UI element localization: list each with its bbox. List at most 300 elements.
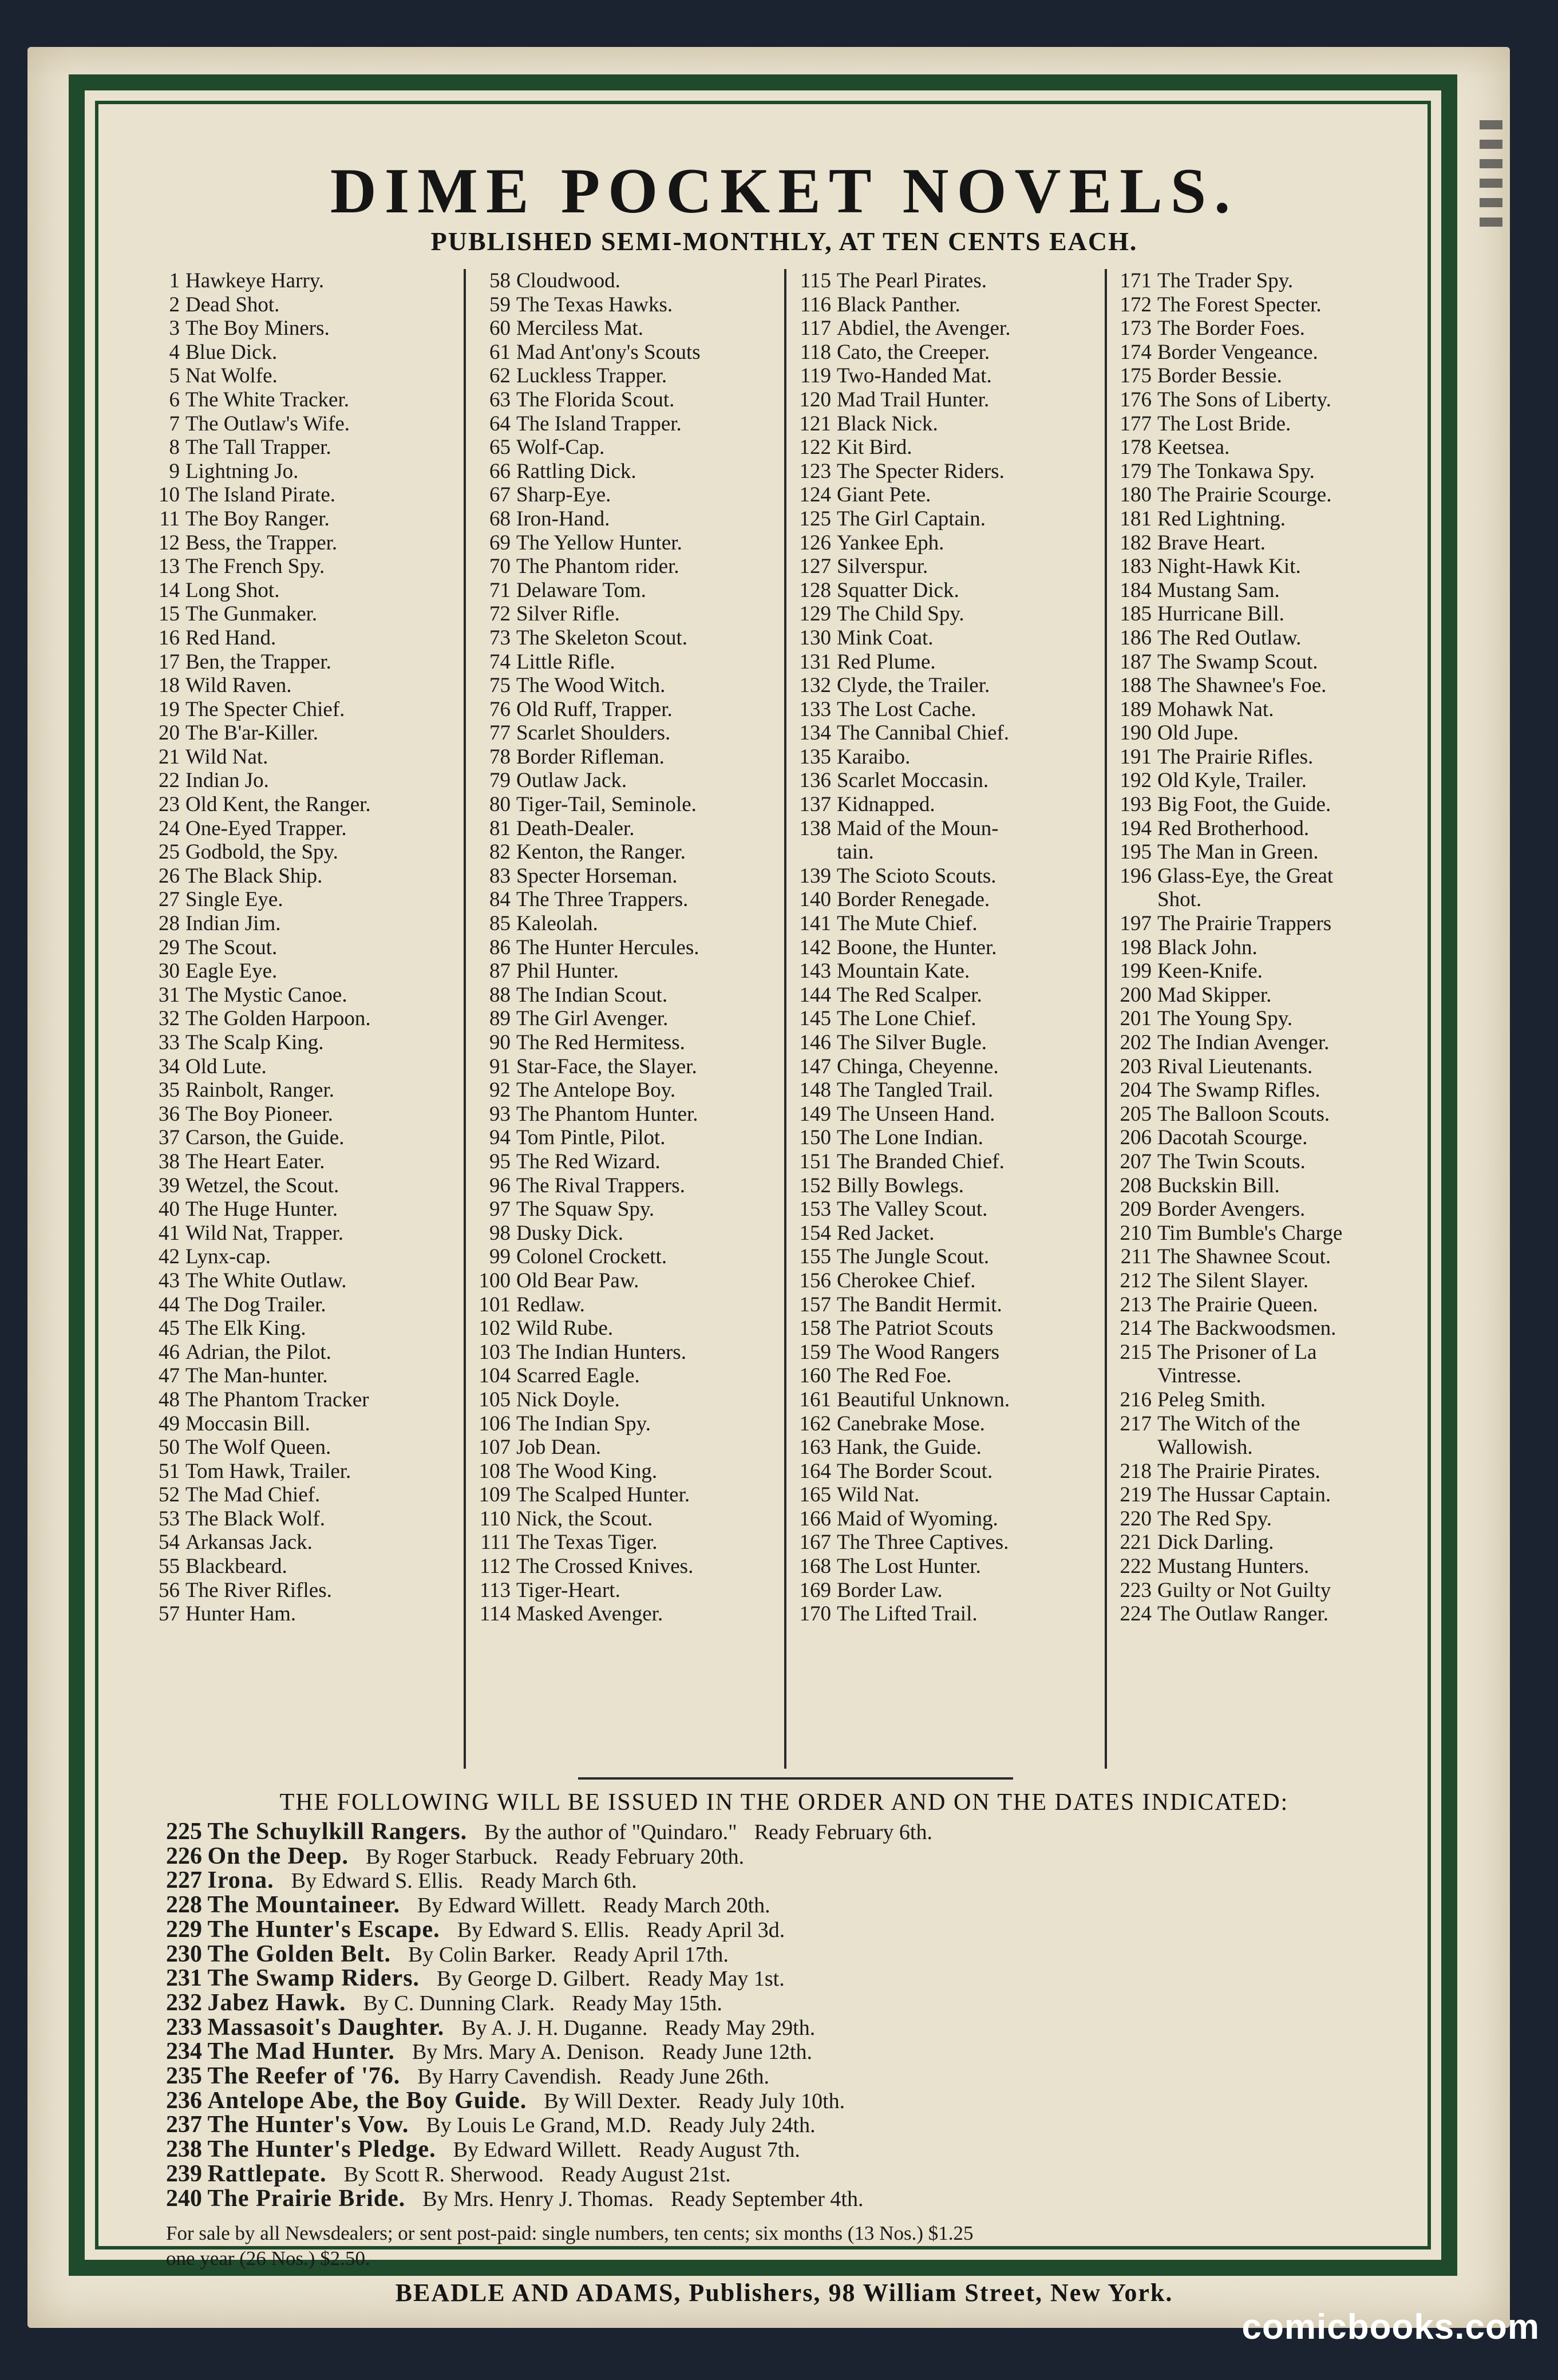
- novel-entry: [794, 1579, 1106, 1603]
- novel-title: The Hussar Captain.: [1157, 1483, 1331, 1507]
- novel-number: 180: [1120, 483, 1152, 507]
- novel-number: 196: [1120, 864, 1152, 888]
- publisher-line: BEADLE AND ADAMS, Publishers, 98 William Street, New York.: [395, 2279, 1173, 2307]
- novel-entry: [794, 1460, 1106, 1484]
- novel-number: 175: [1120, 364, 1152, 388]
- novel-number: 46: [159, 1340, 180, 1364]
- upcoming-ready-date: Ready May 29th.: [665, 2015, 816, 2040]
- novel-title: Big Foot, the Guide.: [1157, 793, 1331, 817]
- novel-entry: [143, 412, 455, 436]
- novel-number: 58: [489, 269, 511, 292]
- novel-title: The Tonkawa Spy.: [1157, 459, 1315, 483]
- novel-title: Long Shot.: [185, 578, 280, 602]
- upcoming-title: The Hunter's Vow.: [207, 2112, 409, 2138]
- novel-number: 86: [489, 935, 511, 959]
- novel-title: Guilty or Not Guilty: [1157, 1578, 1331, 1602]
- novel-title: Beautiful Unknown.: [837, 1387, 1010, 1412]
- novel-number: 183: [1120, 555, 1152, 579]
- upcoming-number: 229: [166, 1916, 202, 1943]
- novel-number: 201: [1120, 1007, 1152, 1031]
- novel-entry: [1115, 1341, 1427, 1365]
- upcoming-ready-date: Ready March 20th.: [603, 1893, 770, 1918]
- novel-entry: [794, 1150, 1106, 1174]
- novel-entry: [794, 1031, 1106, 1055]
- novel-entry: [143, 1269, 455, 1293]
- upcoming-title: The Swamp Riders.: [207, 1965, 420, 1992]
- upcoming-ready-date: Ready June 12th.: [662, 2040, 813, 2065]
- novel-number: 174: [1120, 340, 1152, 364]
- novel-title: The Witch of the: [1157, 1412, 1300, 1436]
- novel-entry: [794, 1245, 1106, 1269]
- novel-entry: [794, 388, 1106, 412]
- novel-number: 145: [799, 1007, 831, 1031]
- novel-entry: [474, 555, 786, 579]
- novel-title: The Mystic Canoe.: [185, 983, 347, 1007]
- upcoming-title: The Hunter's Pledge.: [207, 2136, 436, 2163]
- novel-entry: [474, 959, 786, 983]
- novel-number: 40: [159, 1197, 180, 1221]
- novel-title: The Prairie Rifles.: [1157, 745, 1314, 769]
- novel-entry: [794, 555, 1106, 579]
- novel-entry: [474, 1174, 786, 1198]
- novel-entry: [794, 793, 1106, 817]
- upcoming-title: Irona.: [207, 1867, 274, 1894]
- novel-number: 3: [169, 317, 180, 341]
- novel-number: 41: [159, 1221, 180, 1245]
- novel-title: Cloudwood.: [516, 269, 620, 292]
- novel-title: The Crossed Knives.: [516, 1555, 694, 1579]
- novel-title: The Border Foes.: [1157, 317, 1305, 341]
- novel-title: The Three Trappers.: [516, 888, 689, 912]
- novel-title: The Squaw Spy.: [516, 1197, 655, 1221]
- novel-entry: [474, 1007, 786, 1031]
- novel-entry: [794, 864, 1106, 888]
- novel-title: Mad Skipper.: [1157, 983, 1272, 1007]
- novel-number: 181: [1120, 507, 1152, 531]
- novel-number: 164: [799, 1459, 831, 1483]
- upcoming-entry: [166, 1918, 1414, 1943]
- novel-entry: [1115, 1031, 1427, 1055]
- novel-title: The Scout.: [185, 935, 278, 959]
- novel-number: 105: [479, 1387, 511, 1412]
- novel-entry: [474, 531, 786, 555]
- novel-entry: [794, 674, 1106, 698]
- upcoming-title: Rattlepate.: [207, 2160, 327, 2187]
- upcoming-number: 240: [166, 2185, 202, 2212]
- novel-number: 38: [159, 1149, 180, 1173]
- novel-title: The White Outlaw.: [185, 1268, 347, 1292]
- upcoming-entry: [166, 1820, 1414, 1845]
- novel-title: Phil Hunter.: [516, 959, 619, 983]
- novel-entry: [474, 983, 786, 1007]
- novel-entry: [474, 888, 786, 912]
- novel-entry: [474, 817, 786, 841]
- novel-title: Old Bear Paw.: [516, 1268, 639, 1292]
- novel-title: The Border Scout.: [837, 1459, 993, 1483]
- novel-number: 50: [159, 1436, 180, 1460]
- novel-title: Border Rifleman.: [516, 745, 665, 769]
- novel-number: 217: [1120, 1412, 1152, 1436]
- novel-number: 36: [159, 1102, 180, 1126]
- novel-number: 60: [489, 317, 511, 341]
- novel-entry: [1115, 1221, 1427, 1246]
- novel-entry: [474, 293, 786, 317]
- novel-title: Mad Ant'ony's Scouts: [516, 340, 701, 364]
- novel-title: Nick Doyle.: [516, 1387, 620, 1412]
- novel-entry: [143, 1055, 455, 1079]
- novel-number: 157: [799, 1292, 831, 1316]
- novel-entry: [1115, 531, 1427, 555]
- novel-title: The Island Trapper.: [516, 412, 682, 436]
- novel-number: 221: [1120, 1531, 1152, 1555]
- novel-entry: [474, 936, 786, 960]
- novel-title: Mountain Kate.: [837, 959, 970, 983]
- novel-title: The Indian Scout.: [516, 983, 668, 1007]
- upcoming-number: 235: [166, 2063, 202, 2090]
- novel-entry: [474, 1483, 786, 1507]
- novel-title: The Pearl Pirates.: [837, 269, 987, 292]
- novel-title: Nat Wolfe.: [185, 364, 278, 388]
- novel-title: The Valley Scout.: [837, 1197, 988, 1221]
- novel-number: 209: [1120, 1197, 1152, 1221]
- novel-number: 113: [479, 1578, 511, 1602]
- novel-number: 42: [159, 1245, 180, 1269]
- novel-number: 182: [1120, 531, 1152, 555]
- upcoming-title: The Schuylkill Rangers.: [207, 1818, 468, 1845]
- novel-entry: [1115, 1531, 1427, 1555]
- novel-title: The Black Ship.: [185, 864, 323, 888]
- novel-number: 160: [799, 1364, 831, 1388]
- novel-number: 59: [489, 292, 511, 317]
- novel-entry: [474, 460, 786, 484]
- novel-entry: [1115, 936, 1427, 960]
- novel-number: 138: [799, 816, 831, 840]
- novel-number: 198: [1120, 935, 1152, 959]
- novel-title: Wild Raven.: [185, 674, 292, 698]
- novel-title: The Girl Avenger.: [516, 1007, 669, 1031]
- novel-entry: [474, 1412, 786, 1436]
- novel-title: Border Avengers.: [1157, 1197, 1306, 1221]
- novel-number: 28: [159, 912, 180, 936]
- novel-entry: [794, 317, 1106, 341]
- novel-title: Black John.: [1157, 935, 1258, 959]
- novel-title: Squatter Dick.: [837, 578, 959, 602]
- novel-title: Karaibo.: [837, 745, 911, 769]
- novel-number: 66: [489, 459, 511, 483]
- novel-title: Redlaw.: [516, 1292, 585, 1316]
- novel-entry: [143, 1531, 455, 1555]
- novel-title: Red Hand.: [185, 626, 276, 650]
- novel-entry: [1115, 1007, 1427, 1031]
- novel-title: The Florida Scout.: [516, 388, 675, 412]
- novel-number: 54: [159, 1531, 180, 1555]
- novel-entry: [794, 983, 1106, 1007]
- novel-title: Red Plume.: [837, 650, 936, 674]
- upcoming-author: By Louis Le Grand, M.D.: [426, 2113, 652, 2138]
- novel-number: 97: [489, 1197, 511, 1221]
- novel-number: 151: [799, 1149, 831, 1173]
- novel-title: The Prairie Trappers: [1157, 912, 1332, 936]
- novel-title: Godbold, the Spy.: [185, 840, 338, 864]
- upcoming-ready-date: Ready August 7th.: [639, 2138, 800, 2162]
- novel-title: The Girl Captain.: [837, 507, 986, 531]
- novel-entry: [143, 1150, 455, 1174]
- novel-number: 31: [159, 983, 180, 1007]
- novel-title: Star-Face, the Slayer.: [516, 1054, 697, 1078]
- novel-list: [143, 269, 1425, 1769]
- novel-number: 20: [159, 721, 180, 745]
- page-title: DIME POCKET NOVELS.: [330, 156, 1239, 227]
- upcoming-author: By Edward S. Ellis.: [291, 1869, 464, 1893]
- novel-title: Keen-Knife.: [1157, 959, 1263, 983]
- upcoming-entry: [166, 2065, 1414, 2089]
- novel-entry: [474, 674, 786, 698]
- novel-number: 84: [489, 888, 511, 912]
- novel-title: The Red Spy.: [1157, 1507, 1272, 1531]
- novel-title: Moccasin Bill.: [185, 1412, 310, 1436]
- novel-entry: [794, 436, 1106, 460]
- novel-title: Black Panther.: [837, 292, 960, 317]
- novel-title: The Red Hermitess.: [516, 1031, 685, 1054]
- novel-entry: [794, 1007, 1106, 1031]
- novel-title: The Specter Riders.: [837, 459, 1005, 483]
- novel-title: Mohawk Nat.: [1157, 697, 1274, 721]
- novel-number: 83: [489, 864, 511, 888]
- novel-entry: [794, 364, 1106, 388]
- novel-entry: [1115, 912, 1427, 936]
- novel-title: The French Spy.: [185, 555, 325, 579]
- novel-entry: [474, 1507, 786, 1531]
- novel-number: 142: [799, 935, 831, 959]
- novel-title: Single Eye.: [185, 888, 283, 912]
- novel-number: 35: [159, 1078, 180, 1102]
- novel-entry: [143, 745, 455, 769]
- novel-entry: [794, 1436, 1106, 1460]
- novel-number: 153: [799, 1197, 831, 1221]
- novel-title: Eagle Eye.: [185, 959, 278, 983]
- novel-number: 150: [799, 1126, 831, 1150]
- novel-title: Buckskin Bill.: [1157, 1173, 1280, 1197]
- novel-number: 147: [799, 1054, 831, 1078]
- novel-title: The Bandit Hermit.: [837, 1292, 1002, 1316]
- novel-number: 94: [489, 1126, 511, 1150]
- novel-entry: [143, 1388, 455, 1412]
- novel-entry: [143, 983, 455, 1007]
- novel-number: 75: [489, 674, 511, 698]
- novel-title: The Lone Indian.: [837, 1126, 983, 1150]
- novel-title: The Young Spy.: [1157, 1007, 1293, 1031]
- novel-entry: [143, 1031, 455, 1055]
- novel-title: Red Brotherhood.: [1157, 816, 1310, 840]
- novel-number: 223: [1120, 1578, 1152, 1602]
- novel-number: 163: [799, 1436, 831, 1460]
- novel-entry: [143, 1102, 455, 1126]
- novel-entry: [1115, 721, 1427, 745]
- novel-number: 191: [1120, 745, 1152, 769]
- novel-number: 219: [1120, 1483, 1152, 1507]
- novel-title: The Forest Specter.: [1157, 292, 1322, 317]
- novel-number: 111: [480, 1531, 511, 1555]
- novel-number: 92: [489, 1078, 511, 1102]
- upcoming-entry: [166, 1940, 1414, 1967]
- novel-title: The Mute Chief.: [837, 912, 978, 936]
- upcoming-author: By C. Dunning Clark.: [363, 1991, 555, 2015]
- novel-number: 133: [799, 697, 831, 721]
- novel-number: 34: [159, 1054, 180, 1078]
- novel-number: 39: [159, 1173, 180, 1197]
- novel-entry: [794, 1174, 1106, 1198]
- novel-title: The White Tracker.: [185, 388, 350, 412]
- novel-title: Dick Darling.: [1157, 1531, 1274, 1555]
- novel-number: 80: [489, 793, 511, 817]
- novel-entry: [1115, 1602, 1427, 1626]
- upcoming-number: 225: [166, 1818, 202, 1845]
- novel-entry: [1115, 436, 1427, 460]
- novel-title: Scarred Eagle.: [516, 1364, 640, 1388]
- novel-title: Job Dean.: [516, 1436, 601, 1460]
- novel-title: Silverspur.: [837, 555, 928, 579]
- novel-title: Border Vengeance.: [1157, 340, 1318, 364]
- novel-entry: [474, 1388, 786, 1412]
- novel-title: Border Law.: [837, 1578, 943, 1602]
- novel-title: The Jungle Scout.: [837, 1245, 990, 1269]
- novel-title: The Indian Hunters.: [516, 1340, 686, 1364]
- novel-title: The Black Wolf.: [185, 1507, 325, 1531]
- novel-number: 43: [159, 1268, 180, 1292]
- novel-entry: [1115, 388, 1427, 412]
- novel-number: 146: [799, 1031, 831, 1054]
- novel-entry: [143, 507, 455, 531]
- upcoming-number: 239: [166, 2160, 202, 2187]
- novel-title-continuation: tain.: [837, 840, 874, 864]
- novel-entry: [794, 1602, 1106, 1626]
- upcoming-entry: [166, 1869, 1414, 1893]
- novel-entry: [143, 555, 455, 579]
- novel-title: Scarlet Shoulders.: [516, 721, 671, 745]
- upcoming-ready-date: Ready May 1st.: [647, 1967, 785, 1991]
- novel-title: The Wolf Queen.: [185, 1436, 331, 1460]
- novel-entry: [794, 1364, 1106, 1388]
- novel-title: The Mad Chief.: [185, 1483, 321, 1507]
- novel-number: 134: [799, 721, 831, 745]
- novel-number: 5: [169, 364, 180, 388]
- novel-number: 65: [489, 436, 511, 460]
- novel-title: The Huge Hunter.: [185, 1197, 338, 1221]
- novel-entry: [1115, 602, 1427, 626]
- novel-title: Nick, the Scout.: [516, 1507, 653, 1531]
- novel-entry: [474, 793, 786, 817]
- upcoming-title: On the Deep.: [207, 1843, 349, 1869]
- novel-title: Blackbeard.: [185, 1555, 287, 1579]
- novel-title: The Silver Bugle.: [837, 1031, 987, 1054]
- upcoming-number: 227: [166, 1867, 202, 1894]
- novel-title: The Scalp King.: [185, 1031, 324, 1054]
- novel-number: 127: [799, 555, 831, 579]
- upcoming-number: 226: [166, 1843, 202, 1869]
- novel-title: Clyde, the Trailer.: [837, 674, 990, 698]
- novel-entry: [143, 483, 455, 507]
- novel-title: The Wood Witch.: [516, 674, 666, 698]
- novel-entry: [794, 1126, 1106, 1150]
- upcoming-title: The Mountaineer.: [207, 1892, 400, 1919]
- novel-number: 161: [799, 1387, 831, 1412]
- novel-title: Merciless Mat.: [516, 317, 643, 341]
- novel-number: 132: [799, 674, 831, 698]
- novel-entry: [143, 602, 455, 626]
- novel-title: Border Renegade.: [837, 888, 990, 912]
- novel-number: 22: [159, 769, 180, 793]
- novel-number: 104: [479, 1364, 511, 1388]
- novel-title: Black Nick.: [837, 412, 938, 436]
- novel-entry: [794, 579, 1106, 603]
- upcoming-entry: [166, 2040, 1414, 2065]
- upcoming-entry: [166, 2187, 1414, 2212]
- novel-number: 72: [489, 602, 511, 626]
- novel-entry: [143, 579, 455, 603]
- novel-entry: [794, 1102, 1106, 1126]
- upcoming-title: The Reefer of '76.: [207, 2063, 401, 2090]
- novel-title: Ben, the Trapper.: [185, 650, 331, 674]
- novel-title: The Twin Scouts.: [1157, 1149, 1306, 1173]
- novel-title: Tim Bumble's Charge: [1157, 1221, 1343, 1245]
- upcoming-entry: [166, 2162, 1414, 2187]
- novel-entry: [143, 864, 455, 888]
- novel-title: Specter Horseman.: [516, 864, 678, 888]
- novel-entry: [143, 1293, 455, 1317]
- novel-number: 62: [489, 364, 511, 388]
- novel-number: 109: [479, 1483, 511, 1507]
- novel-number: 107: [479, 1436, 511, 1460]
- novel-entry: [474, 388, 786, 412]
- novel-title: Tom Hawk, Trailer.: [185, 1459, 351, 1483]
- novel-entry: [794, 412, 1106, 436]
- novel-title: Red Lightning.: [1157, 507, 1286, 531]
- novel-title: The Lifted Trail.: [837, 1602, 978, 1626]
- novel-title: The Dog Trailer.: [185, 1292, 326, 1316]
- novel-number: 144: [799, 983, 831, 1007]
- novel-number: 159: [799, 1340, 831, 1364]
- novel-entry: [1115, 769, 1427, 793]
- novel-entry: [143, 1078, 455, 1102]
- novel-title: One-Eyed Trapper.: [185, 816, 347, 840]
- novel-number: 222: [1120, 1555, 1152, 1579]
- novel-entry: [1115, 460, 1427, 484]
- novel-number: 57: [159, 1602, 180, 1626]
- upcoming-number: 232: [166, 1989, 202, 2016]
- novel-number: 29: [159, 935, 180, 959]
- novel-number: 45: [159, 1316, 180, 1341]
- novel-title: Canebrake Mose.: [837, 1412, 985, 1436]
- novel-number: 100: [479, 1268, 511, 1292]
- novel-entry: [794, 1293, 1106, 1317]
- sale-line-2: one year (26 Nos.) $2.50.: [166, 2247, 370, 2270]
- upcoming-title: The Prairie Bride.: [207, 2185, 406, 2212]
- novel-title: The Lost Bride.: [1157, 412, 1291, 436]
- sale-terms: [166, 2221, 1414, 2271]
- novel-entry: [1115, 293, 1427, 317]
- novel-title: Kit Bird.: [837, 436, 912, 460]
- novel-title: The Man-hunter.: [185, 1364, 328, 1388]
- upcoming-author: By Colin Barker.: [408, 1942, 556, 1967]
- novel-entry: [794, 817, 1106, 841]
- novel-entry: [474, 483, 786, 507]
- novel-title: The Red Foe.: [837, 1364, 952, 1388]
- novel-entry: [794, 1507, 1106, 1531]
- novel-title: The Indian Spy.: [516, 1412, 651, 1436]
- novel-title: Old Kent, the Ranger.: [185, 793, 371, 817]
- novel-entry: [1115, 1102, 1427, 1126]
- novel-number: 23: [159, 793, 180, 817]
